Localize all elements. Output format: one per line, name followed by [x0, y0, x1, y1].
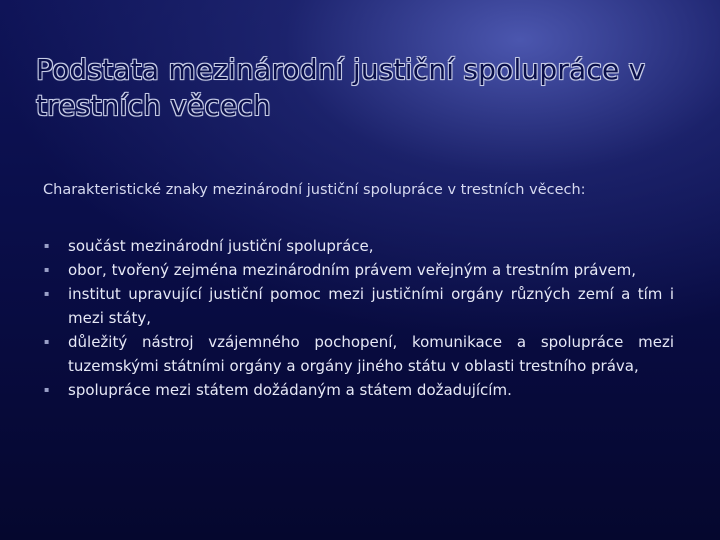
list-item-text: součást mezinárodní justiční spolupráce,	[68, 237, 374, 255]
list-item	[44, 282, 674, 330]
list-item-text: institut upravující justiční pomoc mezi justičními orgány různých zemí a tím i mezi státy,	[68, 285, 674, 327]
bullet-icon: ▪	[44, 241, 50, 250]
bullet-icon: ▪	[44, 289, 50, 298]
intro-text: Charakteristické znaky mezinárodní justiční spolupráce v trestních věcech:	[43, 182, 586, 198]
bullet-icon: ▪	[44, 265, 50, 274]
list-item-text: důležitý nástroj vzájemného pochopení, komunikace a spolupráce mezi tuzemskými státními orgány a orgány jiného státu v oblasti trestního práva,	[68, 333, 674, 375]
list-item-text: spolupráce mezi státem dožádaným a státem dožadujícím.	[68, 381, 512, 399]
list-item	[44, 234, 674, 258]
bullet-icon: ▪	[44, 337, 50, 346]
list-item	[44, 258, 674, 282]
bullet-icon: ▪	[44, 385, 50, 394]
list-item	[44, 378, 674, 402]
slide-title: Podstata mezinárodní justiční spolupráce v trestních věcech	[36, 53, 646, 122]
bullet-list	[44, 234, 674, 402]
list-item	[44, 330, 674, 378]
list-item-text: obor, tvořený zejména mezinárodním právem veřejným a trestním právem,	[68, 261, 636, 279]
